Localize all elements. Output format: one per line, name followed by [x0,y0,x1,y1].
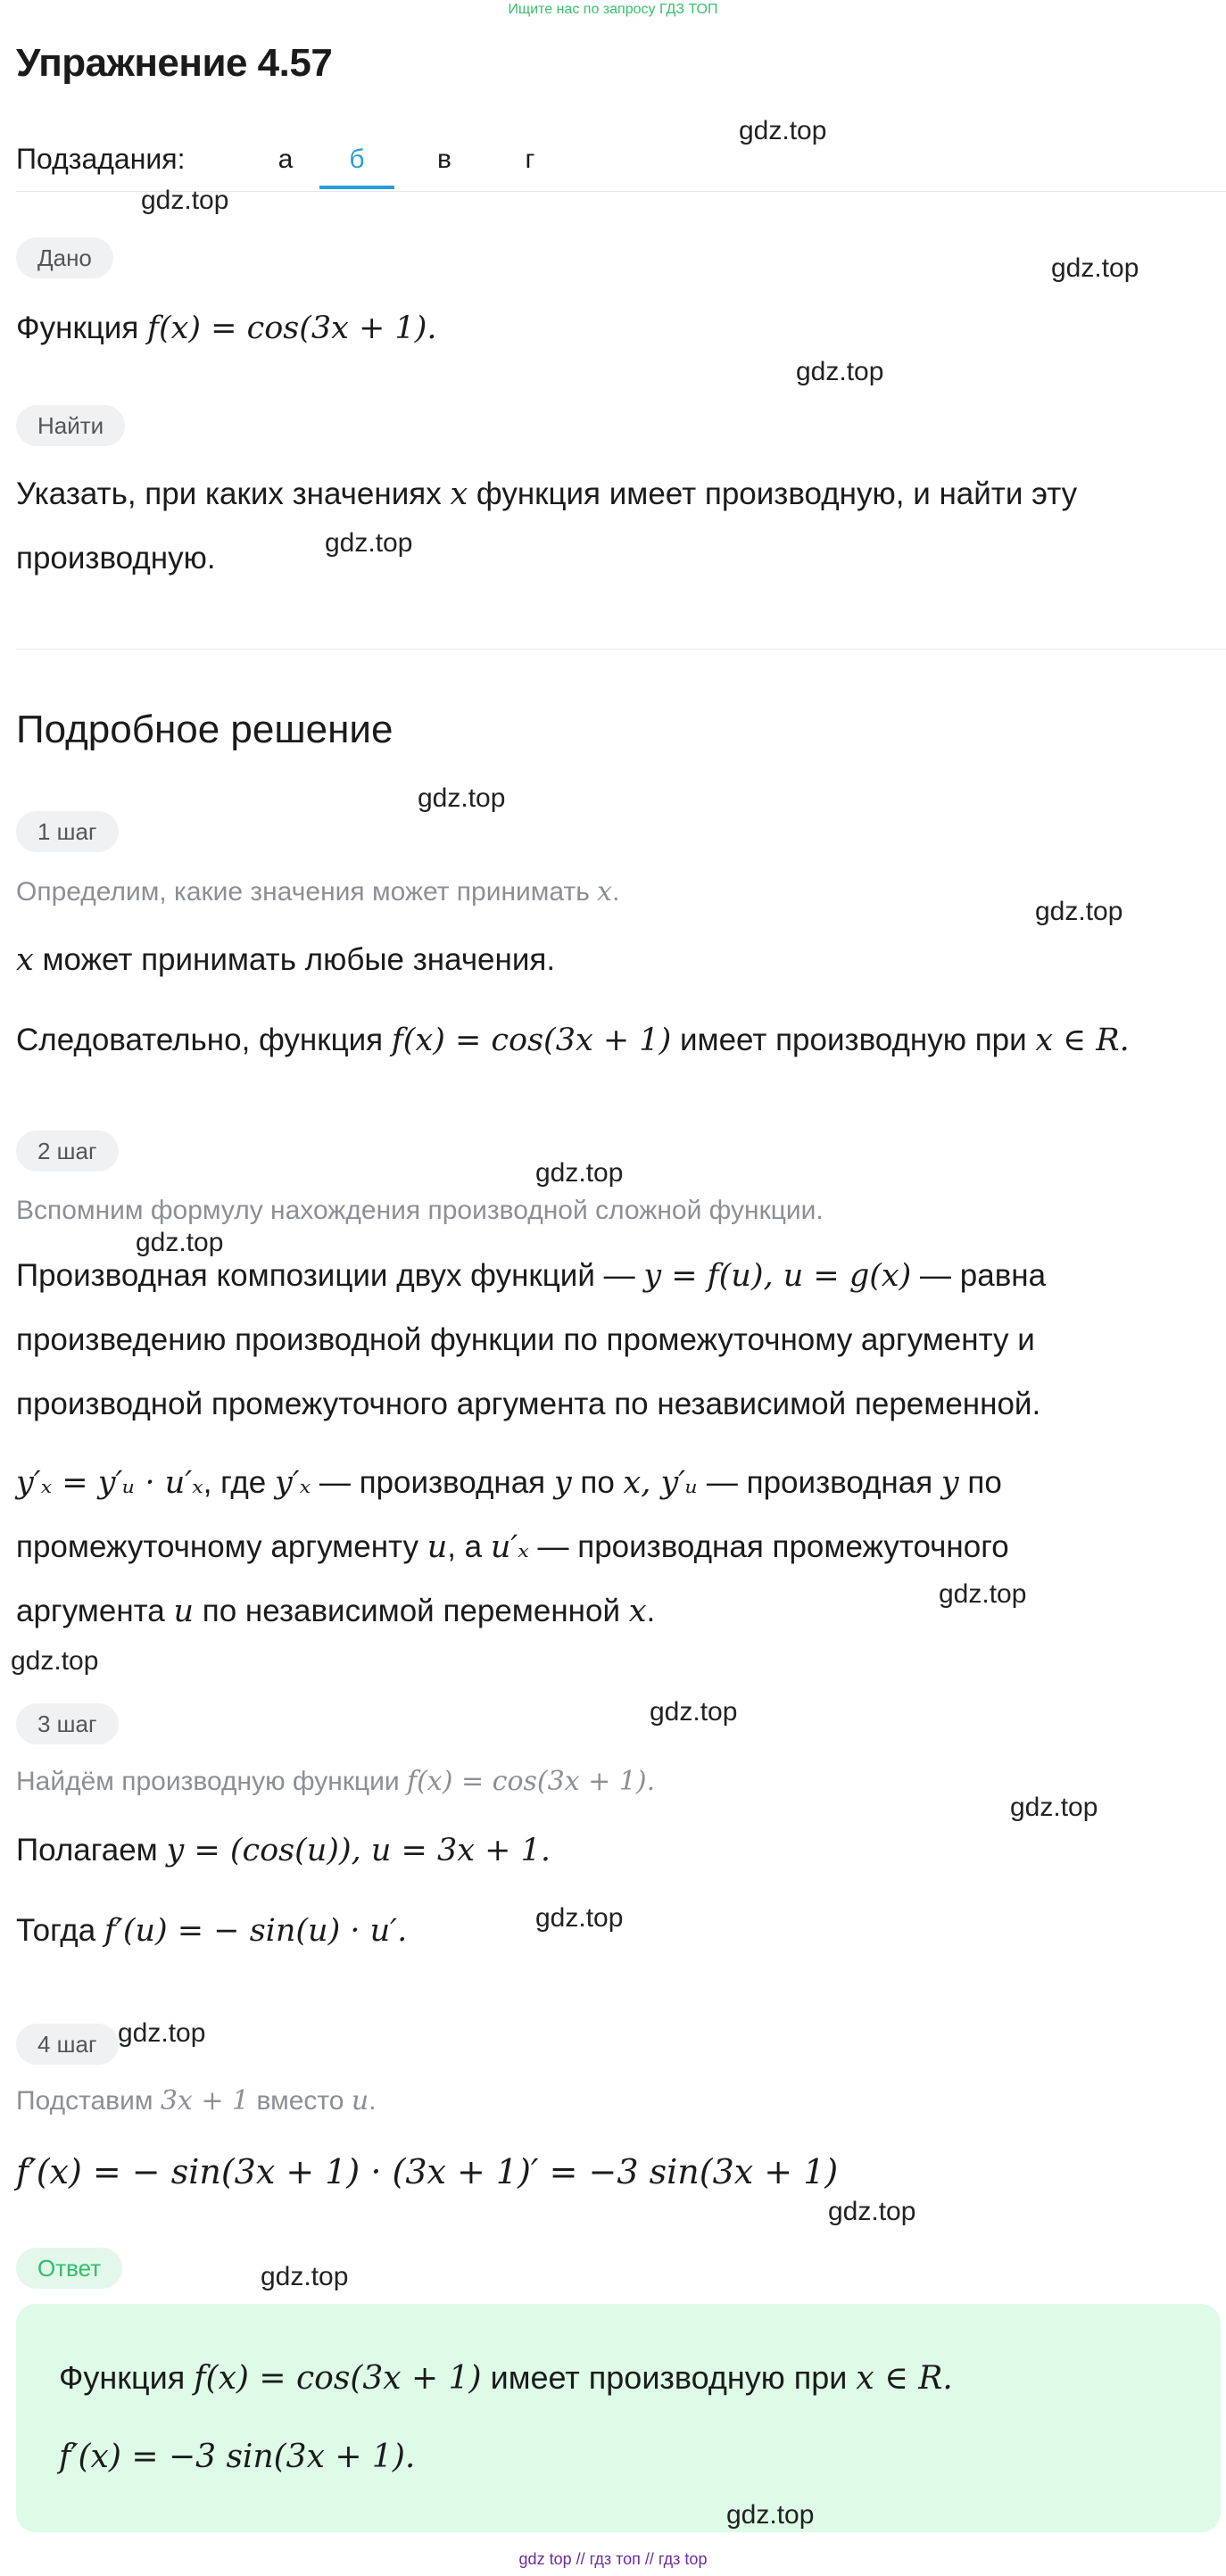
step2-chain-rule: y′ₓ = y′ᵤ · u′ₓ [16,1465,203,1501]
step4-hint-b: вместо [249,2086,352,2116]
step2-p2-l3c: . [646,1594,656,1628]
watermark: gdz.top [726,2500,815,2530]
given-text [16,307,1212,350]
step2-p2-u: u [427,1529,448,1565]
step2-p1-f: y = f(u), u = g(x) [643,1258,912,1294]
answer-line1 [59,2359,953,2397]
step4-hint-u: u [351,2085,369,2116]
step1-hint-x: x [597,876,613,907]
step2-p2-u2: u [173,1594,195,1629]
step1-hint-text: Определим, какие значения может принимать [16,877,598,907]
find-chip: Найти [16,405,125,446]
step2-p2-y2: y [940,1465,959,1501]
step2-p1-l2: произведению производной функции по промежуточному аргументу и [16,1322,1035,1357]
tab-a[interactable]: а [278,145,294,174]
step4-chip: 4 шаг [16,2024,119,2065]
step3-line2-f: f′(u) = − sin(u) · u′. [104,1913,408,1949]
step4-hint-c: . [369,2086,377,2116]
watermark: gdz.top [535,1158,624,1188]
find-text [16,462,1212,591]
section-divider [16,649,1226,650]
step2-p2-c: по [571,1465,624,1500]
page-title: Упражнение 4.57 [16,41,333,85]
watermark: gdz.top [261,2262,349,2291]
watermark: gdz.top [739,116,827,145]
solution-title: Подробное решение [16,708,393,751]
step1-line1-text: может принимать любые значения. [33,942,556,977]
search-hint-banner: Ищите нас по запросу ГДЗ ТОП [508,2,718,17]
step2-p2-l3a: аргумента [16,1594,174,1628]
step2-p2-ux: u′ₓ [490,1529,529,1565]
find-x: x [450,476,468,512]
answer-line1-f: f(x) = cos(3x + 1) [194,2360,482,2397]
step1-line2 [16,1019,1212,1062]
given-chip: Дано [16,237,113,278]
watermark: gdz.top [828,2197,916,2226]
step2-p1-b: — равна [911,1258,1047,1293]
step2-paragraph2 [16,1451,1212,1644]
step2-paragraph1 [16,1244,1212,1437]
footer-links[interactable]: gdz top // гдз топ // гдз top [518,2550,708,2568]
tab-v[interactable]: в [437,145,451,174]
find-line2: производную. [16,541,216,576]
step2-p2-b: — производная [311,1465,554,1500]
watermark: gdz.top [11,1646,99,1676]
step2-p2-l2b: , а [447,1529,491,1564]
step2-p2-yx: y′ₓ [274,1465,311,1501]
step2-chip: 2 шаг [16,1131,119,1172]
step2-p2-d: — производная [698,1465,941,1500]
step3-line2-a: Тогда [16,1913,104,1948]
step4-hint-a: Подставим [16,2086,161,2116]
step4-hint-f: 3x + 1 [160,2085,250,2116]
step4-hint [16,2082,1212,2121]
answer-line2-f: f′(x) = −3 sin(3x + 1). [59,2439,416,2475]
subtasks-label: Подзадания: [16,143,186,175]
step2-hint: Вспомним формулу нахождения производной сложной функции. [16,1196,824,1225]
find-line1-b: функция имеет производную, и найти эту [468,476,1078,511]
step3-hint-f: f(x) = cos(3x + 1). [407,1766,656,1797]
step2-p2-x: x, y′ᵤ [623,1465,699,1501]
step2-p1-a: Производная композиции двух функций — [16,1258,644,1293]
step3-line1-f: y = (cos(u)), u = 3x + 1. [166,1833,551,1868]
watermark: gdz.top [136,1228,224,1257]
step1-hint-end: . [612,877,620,907]
step3-hint-text: Найдём производную функции [16,1767,407,1796]
watermark: gdz.top [325,528,413,558]
subtasks-bar [16,134,1226,192]
step1-chip: 1 шаг [16,811,119,852]
given-function: f(x) = cos(3x + 1). [147,311,437,346]
watermark: gdz.top [141,186,229,215]
watermark: gdz.top [650,1697,738,1727]
step2-p1-l3: производной промежуточного аргумента по независимой переменной. [16,1387,1041,1421]
step3-chip: 3 шаг [16,1703,119,1744]
step1-x: x [16,942,34,978]
watermark: gdz.top [1035,897,1123,926]
given-lead: Функция [16,311,148,345]
step1-line2-b: имеет производную при [671,1023,1036,1057]
answer-box [16,2304,1221,2532]
watermark: gdz.top [535,1903,624,1933]
tab-b[interactable]: б [319,137,394,189]
answer-line1-a: Функция [59,2359,195,2396]
watermark: gdz.top [118,2018,206,2048]
watermark: gdz.top [1010,1793,1098,1822]
step2-p2-l2a: промежуточному аргументу [16,1529,427,1564]
step2-p2-l2c: — производная промежуточного [528,1529,1009,1564]
step3-line1-a: Полагаем [16,1833,167,1868]
step1-line2-x: x ∈ R. [1035,1023,1130,1058]
watermark: gdz.top [1051,253,1139,283]
step1-line1 [16,939,1212,982]
tab-g[interactable]: г [525,145,535,174]
watermark: gdz.top [939,1579,1027,1609]
step2-p2-a: , где [203,1465,275,1500]
step1-hint [16,873,1212,912]
answer-chip: Ответ [16,2248,122,2289]
step1-line2-a: Следовательно, функция [16,1023,392,1057]
answer-line1-x: x ∈ R. [856,2360,953,2397]
step2-p2-y: y [553,1465,572,1501]
find-line1-a: Указать, при каких значениях [16,476,451,511]
step3-line1 [16,1829,1212,1872]
step1-line2-f: f(x) = cos(3x + 1) [391,1023,672,1058]
answer-line2 [59,2438,415,2475]
watermark: gdz.top [418,783,506,813]
answer-line1-b: имеет производную при [481,2359,857,2396]
step4-formula-text: f′(x) = − sin(3x + 1) · (3x + 1)′ = −3 sin(3x + 1) [16,2152,839,2191]
step2-p2-l3b: по независимой переменной [194,1594,629,1628]
watermark: gdz.top [796,357,884,386]
step2-p2-x2: x [628,1594,647,1629]
step2-p2-e: по [958,1465,1002,1500]
step4-formula [16,2150,1212,2194]
